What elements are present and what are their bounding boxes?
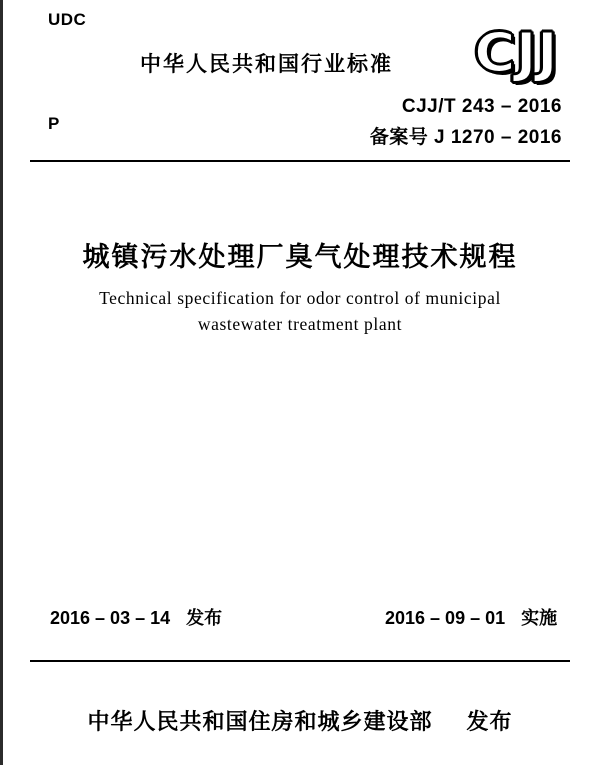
issue-label: 发布 [466, 709, 513, 734]
page-title-english-line2: wastewater treatment plant [197, 314, 403, 334]
page-title-english [0, 285, 600, 337]
implement-date: 2016 – 09 – 01 [385, 608, 506, 628]
implement-date-label: 实施 [521, 608, 558, 628]
publish-date-block [50, 604, 222, 630]
standard-number: CJJ/T 243 – 2016 [401, 96, 562, 117]
classification-label: P [48, 114, 60, 133]
record-number: 备案号 J 1270 – 2016 [369, 127, 562, 148]
udc-label: UDC [48, 10, 87, 29]
cjj-logo: CJJ [474, 21, 558, 84]
standard-organization-title: 中华人民共和国行业标准 [140, 53, 393, 76]
page-title-english-line1: Technical specification for odor control of municipal [99, 288, 501, 308]
issuer-block [0, 705, 600, 736]
date-row [0, 604, 600, 630]
page-title-chinese: 城镇污水处理厂臭气处理技术规程 [82, 242, 518, 272]
footer-divider [30, 660, 570, 662]
publish-date-label: 发布 [186, 608, 223, 628]
header-divider [30, 160, 570, 162]
implement-date-block [385, 604, 557, 630]
publish-date: 2016 – 03 – 14 [50, 608, 171, 628]
issuer-name: 中华人民共和国住房和城乡建设部 [87, 709, 433, 734]
